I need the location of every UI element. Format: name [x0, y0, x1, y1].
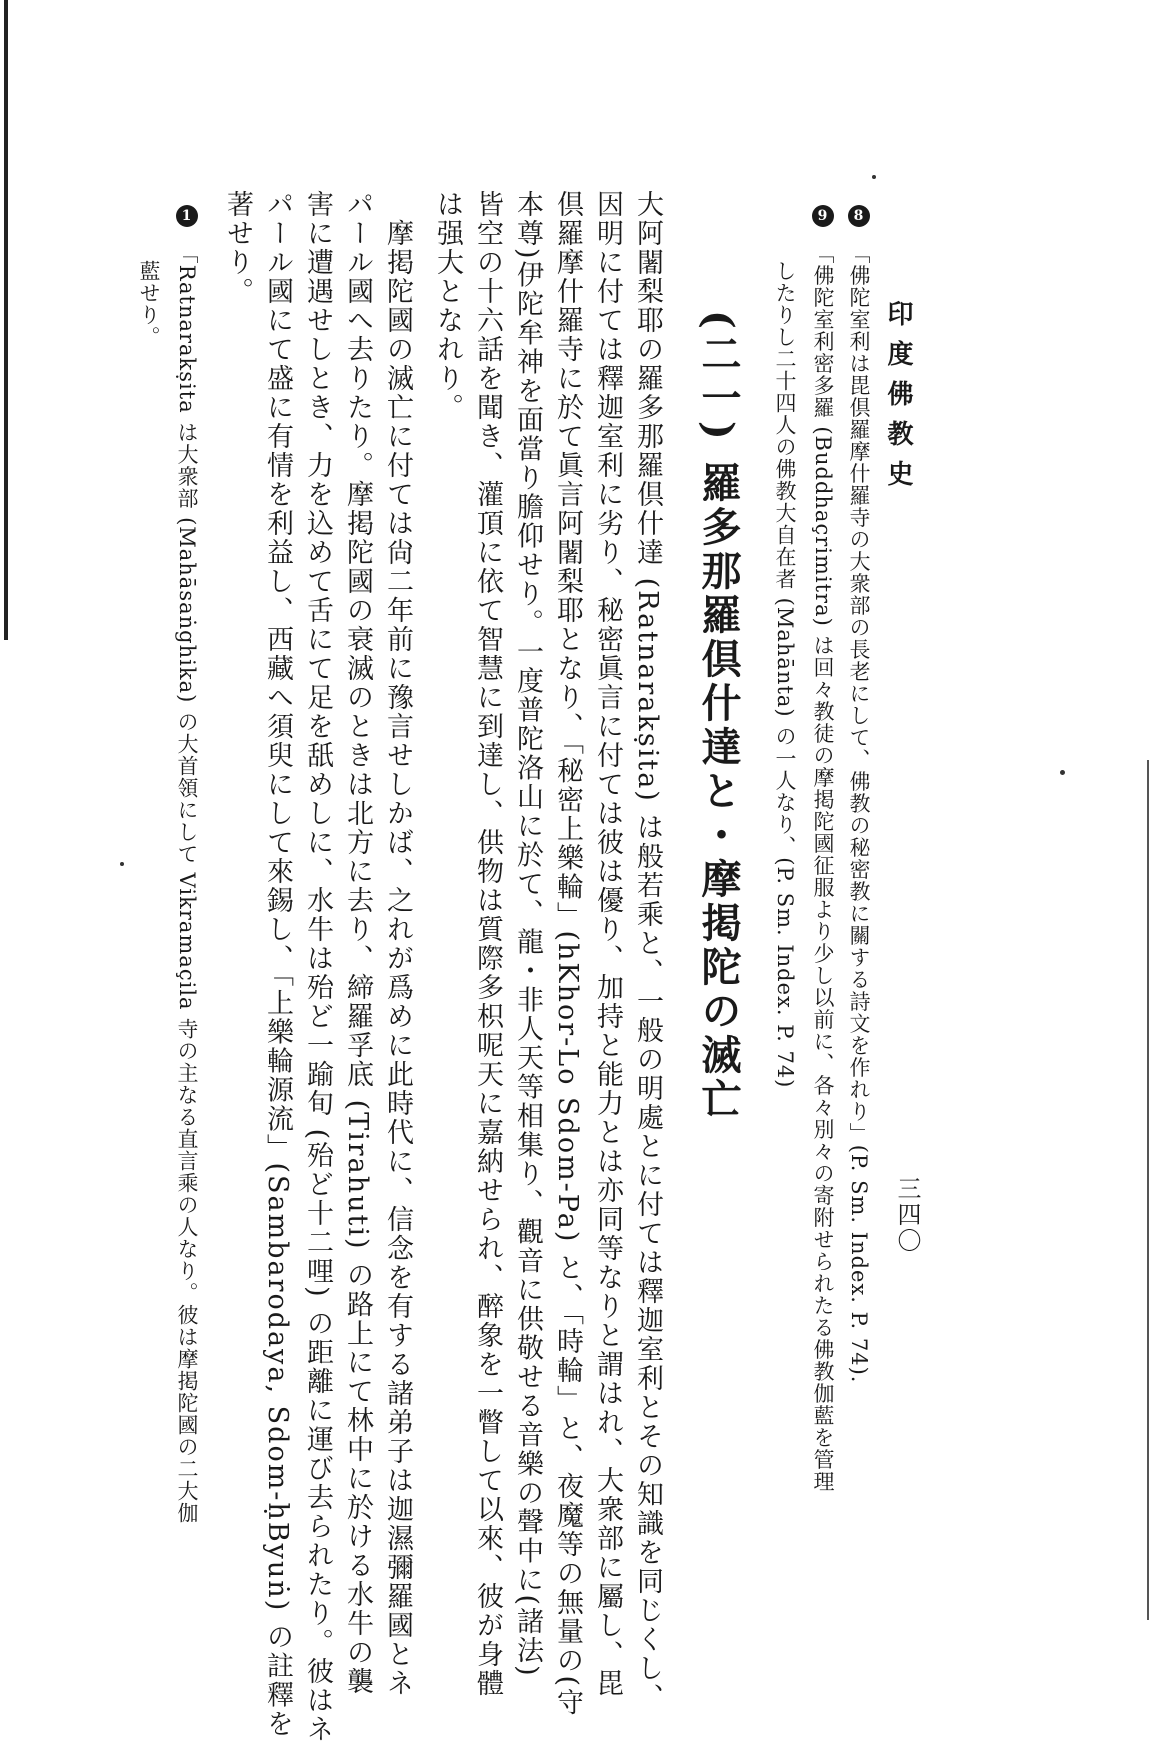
- footnote-1-line1: 「Ratnarakṣita は大衆部 (Mahāsaṅghika) の大首領にして Vikramaçila 寺の主なる直言乘の人なり。彼は摩掲陀國の二大伽: [175, 242, 199, 1525]
- scan-dot: [120, 862, 124, 866]
- footnote-9: [808, 205, 838, 1625]
- body-line-6: は强大となれり。: [432, 190, 463, 422]
- footnote-1-continuation: 藍せり。: [137, 260, 161, 348]
- body-line-10: パール國にて盛に有情を利益し、西藏へ須臾にして來錫し、「上樂輪源流」(Sambarodaya, Sdom-ḥByuṅ) の註釋を: [262, 190, 293, 1739]
- body-line-2: 因明に付ては釋迦室利に劣り、秘密眞言に付ては彼は優り、加持と能力とは亦同等なりと謂はれ、大衆部に屬し、毘: [592, 190, 623, 1698]
- footnote-marker-9: 9: [812, 205, 834, 227]
- scan-dot: [1060, 770, 1065, 775]
- body-line-9: 害に遭遇せしとき、力を込めて舌にて足を舐めしに、水牛は殆ど一踰旬 (殆ど十二哩) の距離に運び去られたり。彼はネ: [302, 190, 333, 1744]
- body-line-5: 皆空の十六話を聞き、灌頂に依て智慧に到達し、供物は質際多枳呢天に嘉納せられ、醉象を一瞥して以來、彼が身體: [472, 190, 503, 1698]
- footnote-marker-1: 1: [176, 205, 198, 227]
- footnote-9-continuation: したりし二十四人の佛教大自在者 (Mahānta) の一人なり、(P. Sm. Index. P. 74): [773, 260, 797, 1089]
- footnote-8-text: 「佛陀室利は毘倶羅摩什羅寺の大衆部の長老にして、佛教の秘密教に關する詩文を作れり」(P. Sm. Index. P. 74).: [847, 242, 871, 1384]
- running-header-title: 印度佛教史: [883, 300, 913, 500]
- footnote-8: [844, 205, 874, 1605]
- body-line-11: 著せり。: [222, 190, 253, 306]
- footnote-marker-8: 8: [848, 205, 870, 227]
- body-line-1: 大阿闍梨耶の羅多那羅倶什達 (Ratnarakṣita) は般若乘と、一般の明處とに付ては釋迦室利とその知識を同じくし、: [632, 190, 663, 1713]
- page-edge-left: [4, 0, 8, 640]
- body-line-8: パール國へ去りたり。摩掲陀國の衰滅のときは北方に去り、締羅孚底 (Tirahuti) の路上にて林中に於ける水牛の襲: [342, 190, 373, 1697]
- footnote-9-line1: 「佛陀室利密多羅 (Buddhaçrimitra) は回々教徒の摩掲陀國征服より少し以前に、各々別々の寄附せられたる佛教伽藍を管理: [811, 242, 835, 1493]
- page-number: 三四〇: [893, 1176, 921, 1254]
- body-line-4: 本尊)伊陀牟神を面當り膽仰せり。一度普陀洛山に於て、龍・非人天等相集り、觀音に供敬せる音樂の聲中に(諸法): [512, 190, 543, 1678]
- section-heading: (二一) 羅多那羅倶什達と・摩掲陀の滅亡: [695, 310, 742, 1122]
- footnote-1: [172, 205, 202, 1625]
- body-line-3: 倶羅摩什羅寺に於て眞言阿闍梨耶となり、「秘密上樂輪」(hKhor-Lo Sdom-Pa) と、「時輪」と、夜魔等の無量の(守: [552, 190, 583, 1717]
- body-line-7: 摩掲陀國の滅亡に付ては尙二年前に豫言せしかば、之れが爲めに此時代に、信念を有する諸弟子は迦濕彌羅國とネ: [382, 190, 413, 1698]
- scan-dot: [872, 175, 876, 179]
- page-edge-right: [1147, 760, 1149, 1620]
